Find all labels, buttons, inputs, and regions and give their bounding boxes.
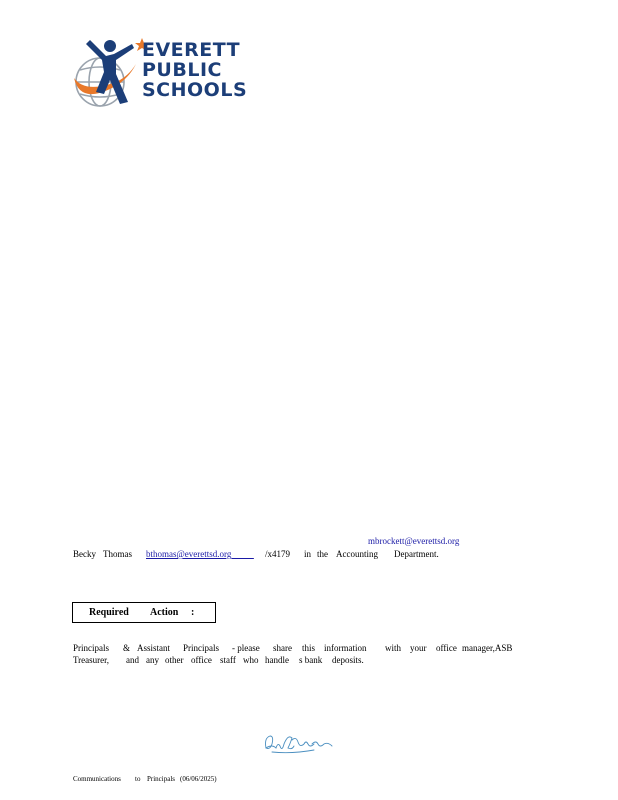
- para-word: Assistant: [137, 643, 171, 653]
- para-word: staff: [220, 655, 236, 665]
- para-word: &: [123, 643, 131, 653]
- para-word: Principals: [183, 643, 219, 653]
- para-word: handle: [265, 655, 289, 665]
- contact-word-accounting: Accounting: [336, 549, 378, 559]
- contact-word-in: in: [304, 549, 312, 559]
- para-word: s bank: [299, 655, 323, 665]
- logo-line-3: SCHOOLS: [142, 79, 248, 101]
- required-word: Required: [89, 607, 129, 618]
- email-link-underline-pad[interactable]: [231, 549, 254, 559]
- logo-wordmark: [142, 40, 247, 100]
- para-word: with: [385, 643, 402, 653]
- para-word: share: [273, 643, 292, 653]
- para-word: any: [146, 655, 159, 665]
- footer-word: Communications: [73, 775, 121, 783]
- footer-word: to: [135, 775, 141, 783]
- para-word: office: [436, 643, 457, 653]
- footer-word: Principals: [147, 775, 175, 783]
- handwritten-signature: [262, 730, 336, 756]
- para-word: your: [410, 643, 427, 653]
- contact-word-the: the: [317, 549, 328, 559]
- para-word: who: [243, 655, 259, 665]
- para-word: deposits.: [332, 655, 364, 665]
- para-word: information: [324, 643, 367, 653]
- para-word: office: [191, 655, 212, 665]
- para-word: manager,ASB: [462, 643, 513, 653]
- para-word: this: [302, 643, 316, 653]
- contact-first-name: Becky: [73, 549, 96, 559]
- email-link-bthomas[interactable]: bthomas@everettsd.org: [146, 549, 232, 559]
- para-word: Treasurer,: [73, 655, 110, 665]
- contact-last-name: Thomas: [103, 549, 132, 559]
- required-action-box: [72, 602, 216, 623]
- contact-word-department: Department.: [394, 549, 439, 559]
- para-word: and: [126, 655, 139, 665]
- footer-date: (06/06/2025): [180, 775, 217, 783]
- contact-extension: /x4179: [265, 549, 291, 559]
- action-word: Action: [150, 607, 179, 618]
- colon: :: [191, 607, 195, 618]
- logo-line-2: PUBLIC: [142, 59, 222, 81]
- para-word: - please: [232, 643, 260, 653]
- para-word: Principals: [73, 643, 109, 653]
- para-word: other: [165, 655, 184, 665]
- logo-line-1: EVERETT: [142, 39, 241, 61]
- email-link-mbrockett[interactable]: mbrockett@everettsd.org: [368, 536, 460, 546]
